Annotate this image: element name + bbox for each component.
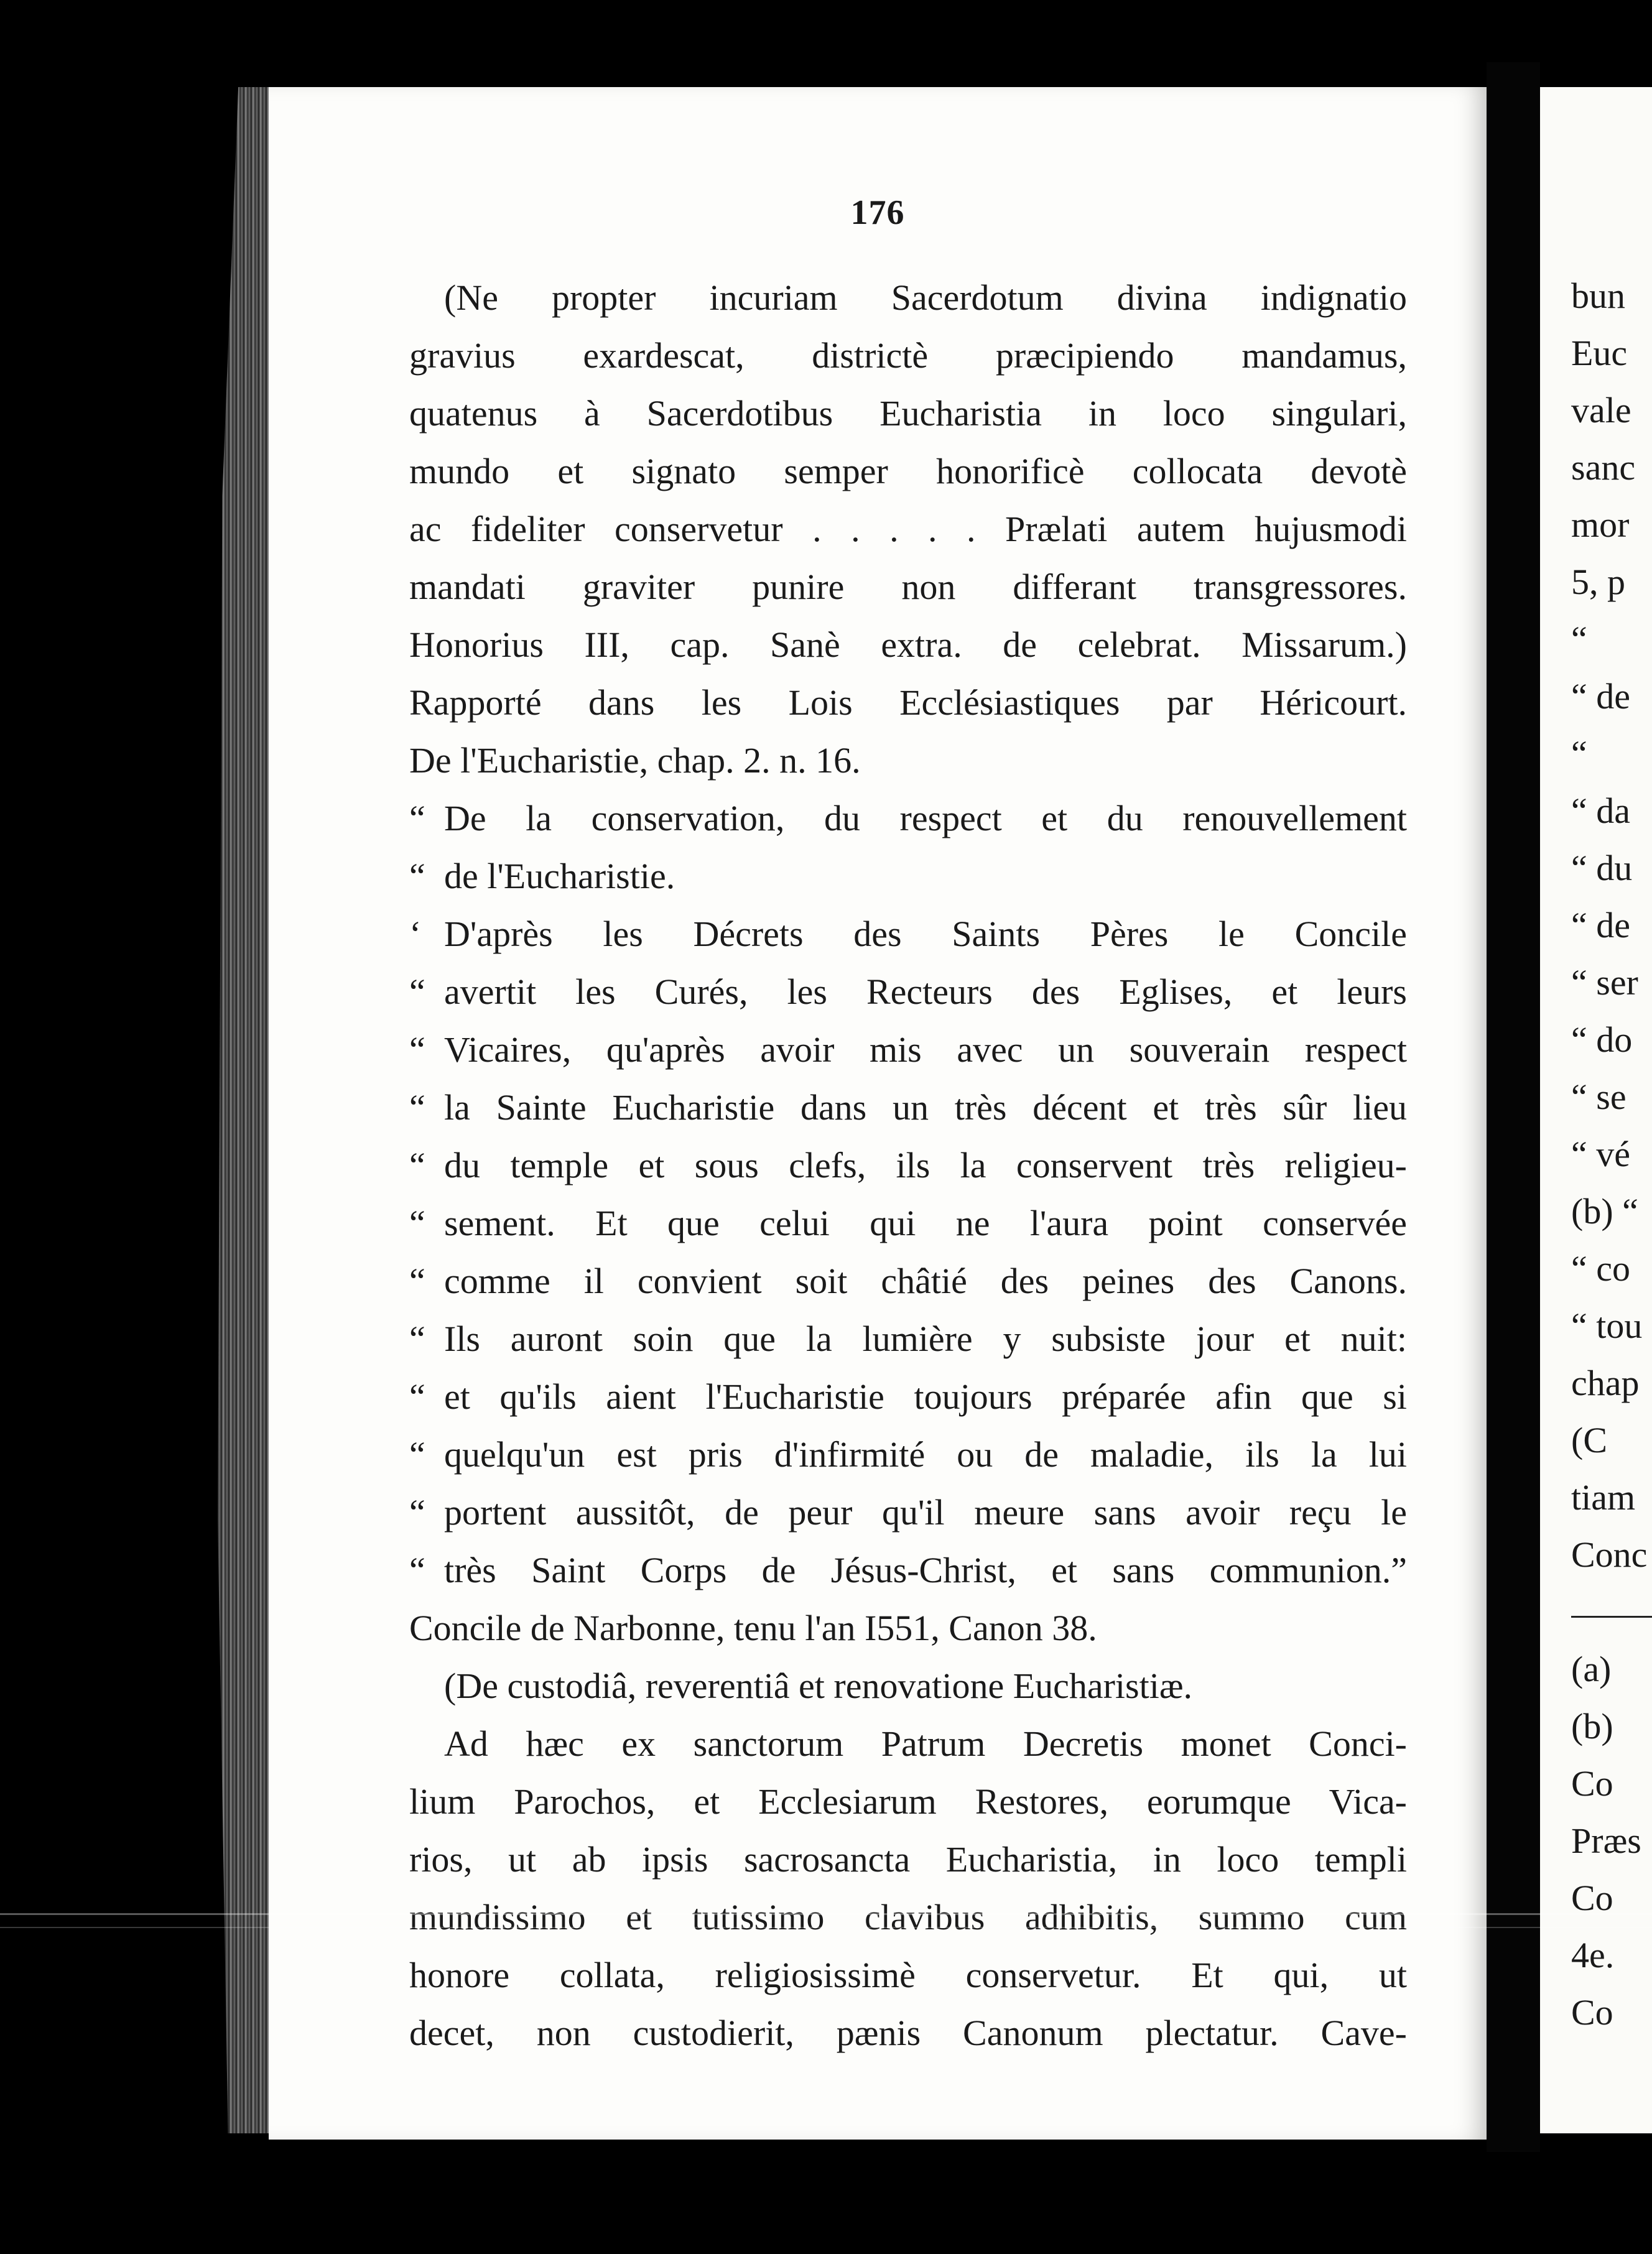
text-line: [409, 1368, 1407, 1426]
text-line: [409, 789, 1407, 847]
text-line: [409, 1136, 1407, 1194]
text-line: [409, 327, 1407, 384]
quote-mark: “: [409, 972, 425, 1012]
line-text: (Ne propter incuriam Sacerdotum divina indignatio: [444, 277, 1407, 318]
quote-mark: “: [409, 798, 425, 838]
facing-text-line: “: [1571, 733, 1587, 774]
quote-mark: “: [409, 856, 425, 896]
facing-text-line: “ de: [1571, 676, 1630, 717]
quote-mark: “: [409, 1145, 425, 1185]
scan-artifact-line: [0, 1927, 1652, 1928]
line-text: Vicaires, qu'après avoir mis avec un souverain respect: [444, 1029, 1407, 1070]
facing-text-line: “ du: [1571, 848, 1633, 888]
facing-text-line: “: [1571, 619, 1587, 659]
line-text: du temple et sous clefs, ils la conservent très religieu-: [444, 1145, 1407, 1185]
facing-text-line: (b) “: [1571, 1191, 1638, 1231]
facing-text-line: vale: [1571, 390, 1631, 430]
facing-text-line: 4e.: [1571, 1935, 1615, 1975]
line-text: lium Parochos, et Ecclesiarum Restores, eorumque Vica-: [409, 1781, 1407, 1822]
line-text: (De custodiâ, reverentiâ et renovatione Eucharistiæ.: [444, 1666, 1193, 1706]
line-text: rios, ut ab ipsis sacrosancta Eucharistia, in loco templi: [409, 1839, 1407, 1880]
book-page: [269, 87, 1487, 2140]
line-text: mundo et signato semper honorificè collocata devotè: [409, 451, 1407, 491]
facing-text-line: “ vé: [1571, 1134, 1630, 1174]
quote-mark: “: [409, 1376, 425, 1417]
facing-text-line: Co: [1571, 1763, 1613, 1804]
text-line: [409, 1541, 1407, 1599]
facing-text-line: (a): [1571, 1649, 1612, 1689]
text-line: [409, 674, 1407, 731]
text-line: [409, 1773, 1407, 1830]
text-line: [409, 1310, 1407, 1368]
quote-mark: ‘: [409, 914, 422, 954]
text-line: [409, 905, 1407, 963]
line-text: et qu'ils aient l'Eucharistie toujours préparée afin que si: [444, 1376, 1407, 1417]
facing-text-line: “ tou: [1571, 1306, 1643, 1346]
facing-text-line: tiam: [1571, 1477, 1636, 1518]
facing-text-line: Præs: [1571, 1820, 1641, 1861]
facing-text-line: “ ser: [1571, 962, 1638, 1003]
facing-text-line: “ da: [1571, 791, 1630, 831]
line-text: très Saint Corps de Jésus-Christ, et sans communion.”: [444, 1550, 1407, 1590]
line-text: D'après les Décrets des Saints Pères le Concile: [444, 914, 1407, 954]
page-number: 176: [850, 193, 905, 232]
text-line: [409, 616, 1407, 674]
quote-mark: “: [409, 1319, 425, 1359]
facing-text-line: chap: [1571, 1363, 1640, 1403]
quote-mark: “: [409, 1261, 425, 1301]
facing-text-line: mor: [1571, 504, 1630, 545]
page-text: [409, 269, 1407, 2062]
line-text: Ad hæc ex sanctorum Patrum Decretis monet Conci-: [444, 1723, 1407, 1764]
facing-text-line: (C: [1571, 1420, 1607, 1460]
text-line: [409, 500, 1407, 558]
facing-text-line: “ de: [1571, 905, 1630, 945]
facing-text-line: “ se: [1571, 1077, 1626, 1117]
quote-mark: “: [409, 1434, 425, 1475]
text-line: [409, 1715, 1407, 1773]
text-line: [409, 558, 1407, 616]
text-line: [409, 1483, 1407, 1541]
facing-text-line: Co: [1571, 1878, 1613, 1918]
text-line: [409, 1830, 1407, 1888]
line-text: De l'Eucharistie, chap. 2. n. 16.: [409, 740, 861, 781]
text-line: [409, 1599, 1407, 1657]
line-text: avertit les Curés, les Recteurs des Eglises, et leurs: [444, 972, 1407, 1012]
facing-text-line: bun: [1571, 276, 1625, 316]
text-line: [409, 731, 1407, 789]
line-text: comme il convient soit châtié des peines des Canons.: [444, 1261, 1407, 1301]
text-line: [409, 1021, 1407, 1078]
line-text: la Sainte Eucharistie dans un très décent et très sûr lieu: [444, 1087, 1407, 1128]
line-text: decet, non custodierit, pænis Canonum plectatur. Cave-: [409, 2013, 1407, 2053]
line-text: portent aussitôt, de peur qu'il meure sans avoir reçu le: [444, 1492, 1407, 1533]
text-line: [409, 2004, 1407, 2062]
facing-page-text: [1571, 267, 1652, 2041]
line-text: quatenus à Sacerdotibus Eucharistia in loco singulari,: [409, 393, 1407, 434]
line-text: honore collata, religiosissimè conservetur. Et qui, ut: [409, 1955, 1407, 1995]
facing-text-line: sanc: [1571, 447, 1636, 488]
text-line: [409, 269, 1407, 327]
line-text: gravius exardescat, districtè præcipiendo mandamus,: [409, 335, 1407, 376]
line-text: Rapporté dans les Lois Ecclésiastiques par Héricourt.: [409, 682, 1407, 723]
book-gutter: [1487, 62, 1540, 2152]
footnote-rule: [1571, 1584, 1652, 1641]
text-line: [409, 1657, 1407, 1715]
text-line: [409, 442, 1407, 500]
text-line: [409, 1426, 1407, 1483]
quote-mark: “: [409, 1203, 425, 1243]
line-text: De la conservation, du respect et du renouvellement: [444, 798, 1407, 838]
line-text: mandati graviter punire non differant transgressores.: [409, 567, 1407, 607]
text-line: [409, 1252, 1407, 1310]
facing-page: [1540, 87, 1652, 2133]
line-text: de l'Eucharistie.: [444, 856, 675, 896]
line-text: Honorius III, cap. Sanè extra. de celebrat. Missarum.): [409, 624, 1407, 665]
line-text: quelqu'un est pris d'infirmité ou de maladie, ils la lui: [444, 1434, 1407, 1475]
quote-mark: “: [409, 1029, 425, 1070]
line-text: sement. Et que celui qui ne l'aura point conservée: [444, 1203, 1407, 1243]
text-line: [409, 847, 1407, 905]
text-line: [409, 1946, 1407, 2004]
facing-text-line: 5, p: [1571, 562, 1625, 602]
line-text: Concile de Narbonne, tenu l'an I551, Canon 38.: [409, 1608, 1097, 1648]
facing-text-line: “ co: [1571, 1248, 1630, 1289]
text-line: [409, 384, 1407, 442]
line-text: mundissimo et tutissimo clavibus adhibitis, summo cum: [409, 1897, 1407, 1937]
facing-text-line: “ do: [1571, 1019, 1633, 1060]
text-line: [409, 963, 1407, 1021]
line-text: Ils auront soin que la lumière y subsiste jour et nuit:: [444, 1319, 1407, 1359]
facing-text-line: Euc: [1571, 333, 1628, 373]
line-text: ac fideliter conservetur . . . . . Prælati autem hujusmodi: [409, 509, 1407, 549]
quote-mark: “: [409, 1492, 425, 1533]
facing-text-line: Co: [1571, 1992, 1613, 2033]
text-line: [409, 1078, 1407, 1136]
text-line: [409, 1888, 1407, 1946]
facing-text-line: (b): [1571, 1706, 1613, 1746]
facing-text-line: Conc: [1571, 1534, 1648, 1575]
quote-mark: “: [409, 1087, 425, 1128]
quote-mark: “: [409, 1550, 425, 1590]
scan-artifact-line: [0, 1913, 1652, 1915]
text-line: [409, 1194, 1407, 1252]
stacked-page-edge: [218, 87, 275, 2133]
